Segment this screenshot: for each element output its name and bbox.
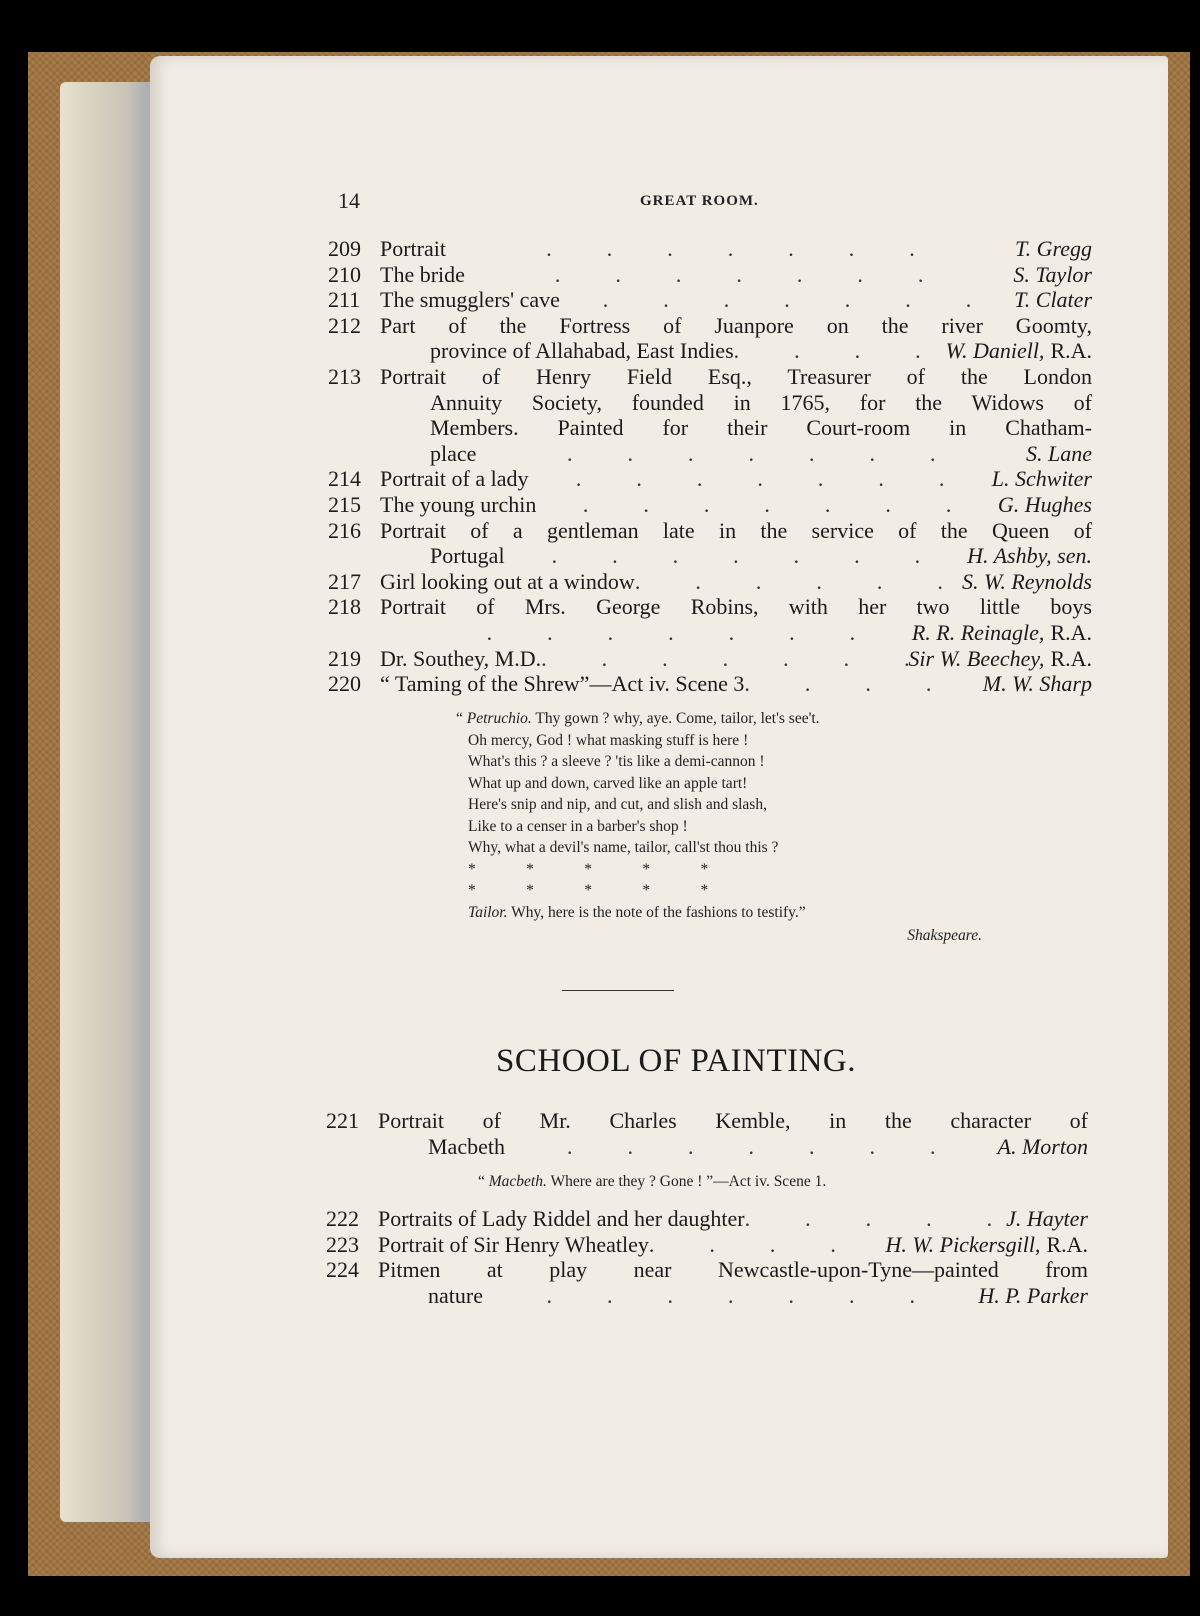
quote-line: Where are they ? Gone ! ”—Act iv. Scene 1. <box>550 1173 827 1190</box>
entry-title-line <box>430 415 1092 441</box>
quote-line: Thy gown ? why, aye. Come, tailor, let's see't. <box>535 710 820 727</box>
leader-dots <box>528 466 991 492</box>
entry-title: Portrait of a gentleman late in the service of the Queen of <box>380 517 1092 543</box>
quotation-block: “ Petruchio. Thy gown ? why, aye. Come, tailor, let's see't. Oh mercy, God ! what masking stuff is here ! What's this ? a sleeve ? 'tis like a demi-cannon ! What up and down, carved like an apple tart! Here's snip and nip, and cut, and slish and slash, Like to a censer in a barber's shop ! Why, what a devil's name, tailor, call'st thou this ? * * * * * * * * * * Tailor. Why, here is the note of the fashions to testify.” Shakspeare. <box>456 708 996 947</box>
artist-name: R. R. Reinagle, <box>911 619 1045 645</box>
entry-title: The young urchin <box>380 491 537 517</box>
leader-dots <box>635 569 962 595</box>
artist-name: G. Hughes <box>997 491 1092 517</box>
artist-name: S. Taylor <box>1013 261 1092 287</box>
macbeth-quotation: “ Macbeth. Where are they ? Gone ! ”—Act iv. Scene 1. <box>478 1173 827 1190</box>
quote-line: Here's snip and nip, and cut, and slish and slash, <box>468 796 767 813</box>
entry-title-line <box>380 262 1092 288</box>
entry-title: Portrait of Mr. Charles Kemble, in the character of <box>378 1108 1088 1133</box>
catalogue-entry <box>328 312 1092 364</box>
entry-title: place <box>430 440 477 466</box>
entry-title: province of Allahabad, East Indies <box>430 338 734 364</box>
artist-name: H. Ashby, sen. <box>967 543 1092 569</box>
leader-dots <box>505 1134 998 1160</box>
entry-number: 223 <box>326 1231 359 1257</box>
entry-title-line <box>380 569 1092 595</box>
entry-title: Pitmen at play near Newcastle-upon-Tyne—painted from <box>378 1257 1088 1283</box>
leader-dots <box>430 620 912 646</box>
quote-speaker: Petruchio. <box>466 710 532 727</box>
quote-ellipsis-stars: * * * * * <box>468 860 709 878</box>
entry-title-line <box>380 492 1092 518</box>
entry-title-line <box>428 1283 1088 1309</box>
entry-title-line <box>430 441 1092 467</box>
catalogue-entry <box>328 645 1092 672</box>
leader-dots <box>465 262 1013 288</box>
quote-ellipsis-stars: * * * * * <box>468 882 709 899</box>
quote-speaker: Tailor. <box>468 903 508 921</box>
entry-title-line <box>430 543 1092 569</box>
entry-number: 220 <box>328 671 361 697</box>
entry-title-line <box>380 236 1092 262</box>
catalogue-entry <box>328 363 1092 466</box>
entry-title-line <box>380 466 1092 492</box>
entry-number: 217 <box>328 568 361 594</box>
entry-number: 210 <box>328 261 361 287</box>
artist-name: A. Morton <box>997 1133 1088 1159</box>
entry-title-line <box>378 1232 1088 1258</box>
academy-suffix: R.A. <box>1050 619 1092 645</box>
leader-dots <box>734 338 946 364</box>
catalogue-entry <box>328 236 1092 262</box>
entry-number: 219 <box>328 645 361 671</box>
entry-title-line <box>378 1206 1088 1232</box>
catalogue-entry <box>328 671 1092 697</box>
entry-number: 214 <box>328 466 361 492</box>
leader-dots <box>483 1283 978 1309</box>
catalogue-entry <box>328 491 1092 518</box>
entry-title-line <box>380 287 1092 313</box>
entry-title: Dr. Southey, M.D. <box>380 645 542 671</box>
academy-suffix: R.A. <box>1046 1231 1088 1257</box>
leader-dots <box>505 543 968 569</box>
catalogue-entry <box>326 1108 1088 1159</box>
leader-dots <box>476 441 1026 467</box>
entry-number: 221 <box>326 1108 359 1133</box>
artist-name: T. Gregg <box>1015 236 1092 261</box>
section-title: SCHOOL OF PAINTING. <box>496 1043 857 1079</box>
leader-dots <box>744 671 982 697</box>
entry-number: 215 <box>328 491 361 517</box>
leader-dots <box>446 236 1015 262</box>
artist-name: Sir W. Beechey, <box>908 645 1045 671</box>
artist-name: J. Hayter <box>1006 1206 1088 1231</box>
entry-title: The bride <box>380 261 465 287</box>
entry-title: Portrait of Henry Field Esq., Treasurer of the London <box>380 363 1092 389</box>
entry-title-line <box>380 518 1092 544</box>
entry-title: Girl looking out at a window <box>380 568 635 594</box>
catalogue-entry <box>326 1206 1088 1232</box>
catalogue-entry <box>328 517 1092 569</box>
catalogue-entry <box>326 1231 1088 1258</box>
quote-line: Like to a censer in a barber's shop ! <box>468 817 688 835</box>
entry-number: 213 <box>328 363 361 389</box>
leader-dots <box>745 1206 1007 1232</box>
quote-line: What's this ? a sleeve ? 'tis like a demi-cannon ! <box>468 753 765 770</box>
quote-line: Oh mercy, God ! what masking stuff is here ! <box>468 731 749 749</box>
leader-dots <box>536 492 997 518</box>
artist-name: L. Schwiter <box>991 466 1092 492</box>
catalogue-entry <box>328 287 1092 313</box>
artist-name: T. Clater <box>1014 287 1092 313</box>
quote-attribution: Shakspeare. <box>907 927 982 944</box>
entry-title: nature <box>428 1282 483 1308</box>
quote-line: What up and down, carved like an apple tart! <box>468 774 748 792</box>
school-entries <box>326 1108 1088 1159</box>
artist-name: S. W. Reynolds <box>962 568 1092 594</box>
artist-name: H. P. Parker <box>978 1282 1088 1308</box>
entry-title-line <box>380 646 1092 672</box>
entry-title-line <box>430 338 1092 364</box>
entry-title-line <box>380 364 1092 390</box>
entry-number: 218 <box>328 594 361 620</box>
catalogue-entry <box>328 261 1092 288</box>
catalogue-entry <box>326 1257 1088 1308</box>
entry-title: Portrait <box>380 236 446 261</box>
quote-speaker: Macbeth. <box>488 1173 547 1190</box>
entry-title-line <box>428 1134 1088 1160</box>
quote-line: Why, here is the note of the fashions to testify.” <box>511 903 806 921</box>
entry-title: Portrait of Mrs. George Robins, with her two little boys <box>380 594 1092 620</box>
entry-number: 222 <box>326 1206 359 1231</box>
catalogue-entries <box>328 236 1092 697</box>
entry-title: Part of the Fortress of Juanpore on the river Goomty, <box>380 312 1092 338</box>
entry-number: 211 <box>328 287 361 313</box>
quote-line: Why, what a devil's name, tailor, call'st thou this ? <box>468 839 779 856</box>
entry-title: “ Taming of the Shrew”—Act iv. Scene 3 <box>380 671 745 697</box>
leader-dots <box>649 1232 886 1258</box>
artist-name: H. W. Pickersgill, <box>885 1231 1041 1257</box>
entry-title-line <box>430 390 1092 416</box>
catalogue-entry <box>328 466 1092 492</box>
entry-title: The smugglers' cave <box>380 287 560 313</box>
page-number: 14 <box>338 188 360 213</box>
entry-title: Portrait of Sir Henry Wheatley <box>378 1231 649 1257</box>
academy-suffix: R.A. <box>1050 338 1092 364</box>
artist-name: M. W. Sharp <box>982 671 1092 697</box>
entry-title: Portraits of Lady Riddel and her daughter <box>378 1206 745 1231</box>
entry-number: 209 <box>328 236 361 261</box>
entry-title-line <box>430 620 1092 646</box>
running-header: GREAT ROOM. <box>640 193 759 209</box>
section-divider <box>562 990 674 991</box>
school-entries-continued <box>326 1206 1088 1308</box>
entry-title-line <box>380 671 1092 697</box>
entry-title-line <box>380 594 1092 620</box>
entry-title: Annuity Society, founded in 1765, for the Widows of <box>430 389 1092 415</box>
entry-title-line <box>378 1108 1088 1134</box>
academy-suffix: R.A. <box>1050 645 1092 671</box>
entry-number: 224 <box>326 1257 359 1283</box>
entry-title: Members. Painted for their Court-room in Chatham- <box>430 415 1092 441</box>
entry-title: Portrait of a lady <box>380 466 529 492</box>
entry-title: Portugal <box>430 543 505 569</box>
catalogue-entry <box>328 594 1092 645</box>
artist-name: S. Lane <box>1026 440 1092 466</box>
entry-title-line <box>378 1257 1088 1283</box>
artist-name: W. Daniell, <box>945 338 1045 364</box>
entry-number: 212 <box>328 312 361 338</box>
entry-number: 216 <box>328 517 361 543</box>
catalogue-entry <box>328 568 1092 595</box>
leader-dots <box>541 646 908 672</box>
entry-title: Macbeth <box>428 1133 505 1159</box>
leader-dots <box>560 287 1014 313</box>
entry-title-line <box>380 313 1092 339</box>
